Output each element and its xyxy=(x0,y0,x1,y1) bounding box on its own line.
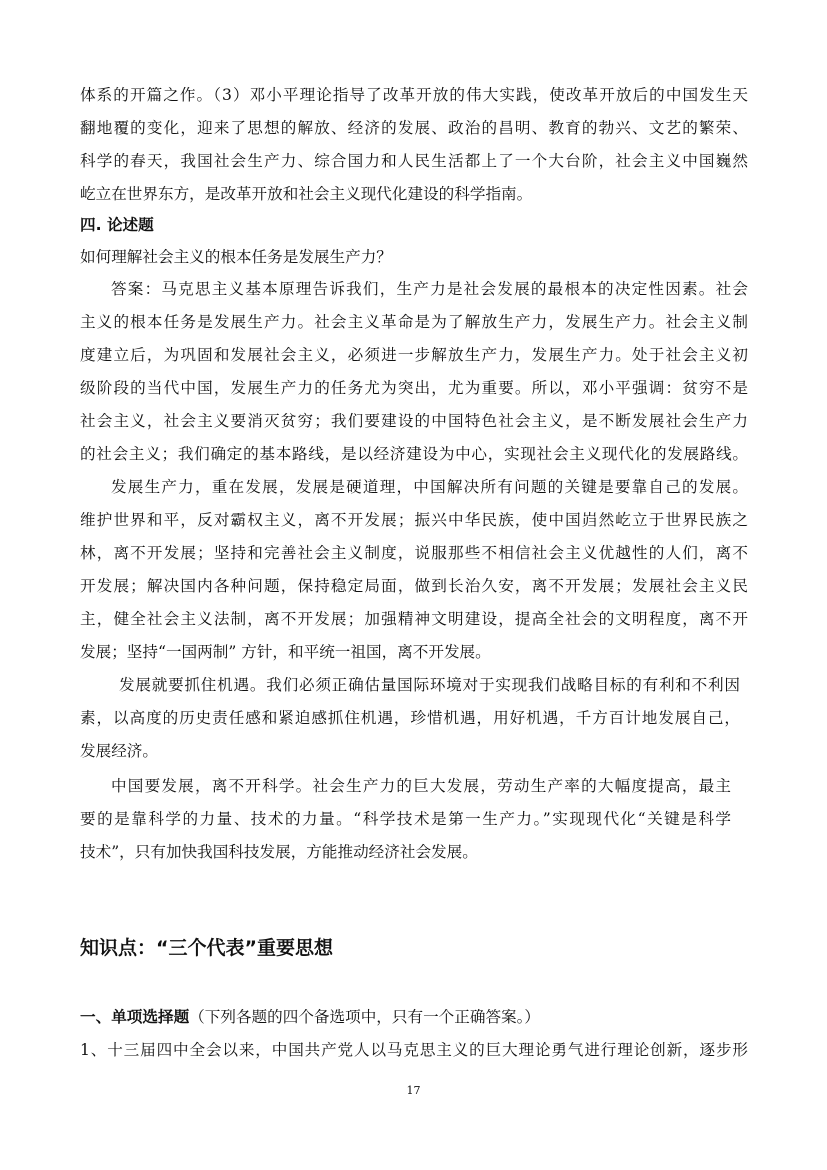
text-line: 主，健全社会主义法制，离不开发展；加强精神文明建设，提高全社会的文明程度，离不开 xyxy=(80,610,748,628)
text-line: 发展就要抓住机遇。我们必须正确估量国际环境对于实现我们战略目标的有利和不利因 xyxy=(119,676,740,694)
text-line: 答案：马克思主义基本原理告诉我们，生产力是社会发展的最根本的决定性因素。社会 xyxy=(111,280,748,298)
section-1-line xyxy=(80,1006,748,1028)
text-line: 科学的春天，我国社会生产力、综合国力和人民生活都上了一个大台阶，社会主义中国巍然 xyxy=(80,152,748,170)
section-note: （下列各题的四个备选项中，只有一个正确答案。） xyxy=(189,1008,541,1026)
text-line: 素，以高度的历史责任感和紧迫感抓住机遇，珍惜机遇，用好机遇，千方百计地发展自己， xyxy=(80,709,740,727)
text-line: 级阶段的当代中国，发展生产力的任务尤为突出，尤为重要。所以，邓小平强调：贫穷不是 xyxy=(80,379,748,397)
text-line: 发展；坚持“一国两制” 方针，和平统一祖国，离不开发展。 xyxy=(80,643,491,661)
text-line: 要的是靠科学的力量、技术的力量。“科学技术是第一生产力。”实现现代化“关键是科学 xyxy=(80,810,731,828)
text-line: 发展经济。 xyxy=(80,742,158,760)
text-line: 中国要发展，离不开科学。社会生产力的巨大发展，劳动生产率的大幅度提高，最主 xyxy=(111,777,731,795)
section-heading: 一、单项选择题 xyxy=(80,1008,190,1026)
text-line: 体系的开篇之作。（3）邓小平理论指导了改革开放的伟大实践，使改革开放后的中国发生天 xyxy=(80,86,748,104)
text-line: 的社会主义；我们确定的基本路线，是以经济建设为中心，实现社会主义现代化的发展路线。 xyxy=(80,445,748,463)
text-line: 度建立后，为巩固和发展社会主义，必须进一步解放生产力，发展生产力。处于社会主义初 xyxy=(80,346,748,364)
text-line: 社会主义，社会主义要消灭贫穷；我们要建设的中国特色社会主义，是不断发展社会生产力 xyxy=(80,412,748,430)
text-line: 开发展；解决国内各种问题，保持稳定局面，做到长治久安，离不开发展；发展社会主义民 xyxy=(80,577,748,595)
page-number: 17 xyxy=(406,1084,421,1097)
text-line: 主义的根本任务是发展生产力。社会主义革命是为了解放生产力，发展生产力。社会主义制 xyxy=(80,313,748,331)
question-1: 1、十三届四中全会以来，中国共产党人以马克思主义的巨大理论勇气进行理论创新，逐步形 xyxy=(80,1041,748,1059)
text-line: 屹立在世界东方，是改革开放和社会主义现代化建设的科学指南。 xyxy=(80,185,533,203)
knowledge-heading: 知识点：“三个代表”重要思想 xyxy=(80,937,333,959)
text-line: 林，离不开发展；坚持和完善社会主义制度，说服那些不相信社会主义优越性的人们，离不 xyxy=(80,544,748,562)
text-line: 维护世界和平，反对霸权主义，离不开发展；振兴中华民族，使中国岿然屹立于世界民族之 xyxy=(80,511,748,529)
text-line: 翻地覆的变化，迎来了思想的解放、经济的发展、政治的昌明、教育的勃兴、文艺的繁荣、 xyxy=(80,119,748,137)
section-heading: 四. 论述题 xyxy=(80,216,154,234)
essay-question: 如何理解社会主义的根本任务是发展生产力？ xyxy=(80,248,392,266)
text-line: 技术”，只有加快我国科技发展，方能推动经济社会发展。 xyxy=(80,843,478,861)
text-line: 发展生产力，重在发展，发展是硬道理，中国解决所有问题的关键是要靠自己的发展。 xyxy=(111,478,748,496)
